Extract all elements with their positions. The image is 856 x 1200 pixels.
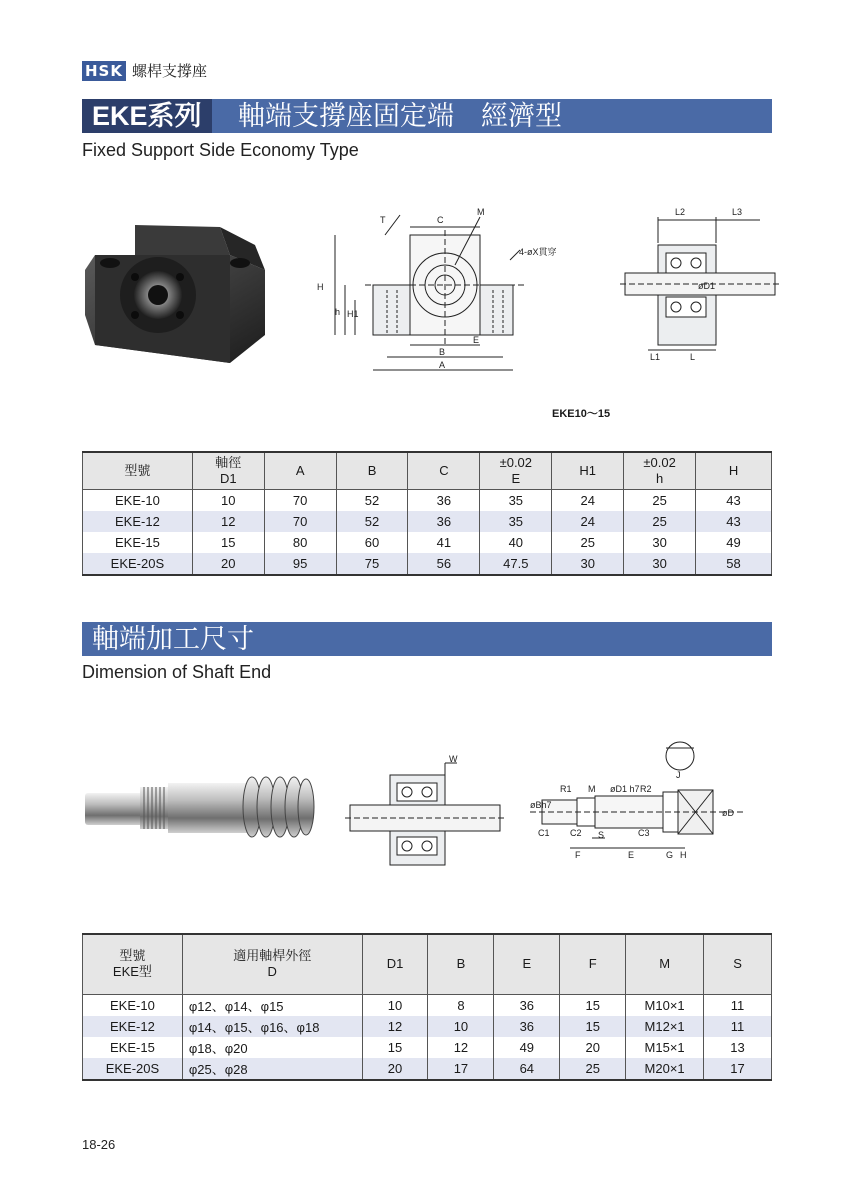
hsk-logo: HSK (82, 61, 126, 81)
cell: 52 (336, 490, 408, 512)
label-d1-h7: øD1 h7 (610, 784, 640, 794)
cell: φ18、φ20 (182, 1037, 362, 1058)
side-section-drawing (620, 205, 780, 365)
col-a: A (264, 452, 336, 490)
cell: 80 (264, 532, 336, 553)
cell: 35 (480, 511, 552, 532)
cell: 43 (696, 490, 772, 512)
label-d: øD (722, 808, 734, 818)
assembly-section-drawing (345, 755, 505, 870)
label-l2: L2 (675, 207, 686, 217)
col-h: H (696, 452, 772, 490)
cell: 12 (362, 1016, 428, 1037)
label-h-small: h (335, 307, 341, 317)
label-r2: R2 (640, 784, 652, 794)
cell: EKE-20S (83, 553, 193, 575)
cell: 49 (494, 1037, 560, 1058)
section2-subtitle: Dimension of Shaft End (82, 662, 272, 682)
col-s: S (704, 934, 772, 994)
cell: 36 (408, 490, 480, 512)
cell: 56 (408, 553, 480, 575)
label-m-shaft: M (588, 784, 596, 794)
cell: 35 (480, 490, 552, 512)
cell: 47.5 (480, 553, 552, 575)
shaft-end-photo (80, 765, 315, 855)
cell: 70 (264, 490, 336, 512)
section2-title: 軸端加工尺寸 (92, 624, 254, 654)
table-row (83, 1037, 772, 1058)
diagram-caption: EKE10～15 (552, 408, 611, 420)
label-w: W (449, 755, 458, 764)
cell: 36 (494, 1016, 560, 1037)
section1-title-bar (82, 99, 772, 133)
table-row (83, 490, 772, 512)
label-f: F (575, 850, 581, 860)
cell: 11 (704, 994, 772, 1016)
cell: EKE-20S (83, 1058, 183, 1080)
cell: 15 (192, 532, 264, 553)
col-e: ±0.02 E (480, 452, 552, 490)
table-row (83, 1016, 772, 1037)
label-b: B (439, 347, 446, 357)
page-number: 18-26 (82, 1137, 116, 1152)
label-c2: C2 (570, 828, 582, 838)
cell: 17 (704, 1058, 772, 1080)
label-c: C (437, 215, 444, 225)
label-c3: C3 (638, 828, 650, 838)
spec-table-1 (82, 451, 772, 576)
spec-table-2 (82, 933, 772, 1081)
cell: 13 (704, 1037, 772, 1058)
label-e: E (473, 335, 480, 345)
cell: 49 (696, 532, 772, 553)
label-r1: R1 (560, 784, 572, 794)
label-j: J (676, 770, 681, 780)
col-d1: D1 (362, 934, 428, 994)
col-e: E (494, 934, 560, 994)
cell: 15 (362, 1037, 428, 1058)
cell: M20×1 (626, 1058, 704, 1080)
table-row (83, 532, 772, 553)
cell: 58 (696, 553, 772, 575)
shaft-dimension-drawing (530, 738, 745, 863)
section1-title: 軸端支撐座固定端 經濟型 (238, 101, 562, 131)
cell: EKE-15 (83, 532, 193, 553)
cell: 30 (624, 532, 696, 553)
label-s: S (598, 830, 605, 840)
col-b: B (336, 452, 408, 490)
cell: 10 (428, 1016, 494, 1037)
front-view-drawing (305, 205, 565, 385)
cell: 10 (362, 994, 428, 1016)
col-f: F (560, 934, 626, 994)
cell: 30 (624, 553, 696, 575)
label-l1: L1 (650, 352, 661, 362)
col-c: C (408, 452, 480, 490)
cell: EKE-12 (83, 511, 193, 532)
cell: 20 (560, 1037, 626, 1058)
cell: 36 (494, 994, 560, 1016)
table-row (83, 1058, 772, 1080)
cell: 15 (560, 1016, 626, 1037)
cell: φ14、φ15、φ16、φ18 (182, 1016, 362, 1037)
cell: M10×1 (626, 994, 704, 1016)
cell: 25 (560, 1058, 626, 1080)
section1-subtitle: Fixed Support Side Economy Type (82, 140, 359, 160)
label-h1: H1 (347, 309, 359, 319)
cell: φ12、φ14、φ15 (182, 994, 362, 1016)
cell: M15×1 (626, 1037, 704, 1058)
cell: 24 (552, 511, 624, 532)
catalog-title: 螺桿支撐座 (131, 63, 207, 80)
label-e-shaft: E (628, 850, 635, 860)
brand-header (82, 60, 207, 81)
label-d1: øD1 (698, 281, 716, 291)
cell: 12 (428, 1037, 494, 1058)
label-l: L (690, 352, 696, 362)
series-name: EKE系列 (82, 99, 212, 133)
cell: EKE-10 (83, 994, 183, 1016)
cell: 8 (428, 994, 494, 1016)
cell: 70 (264, 511, 336, 532)
cell: 41 (408, 532, 480, 553)
col-d1: 軸徑 D1 (192, 452, 264, 490)
col-model: 型號 (83, 452, 193, 490)
label-c1: C1 (538, 828, 550, 838)
cell: EKE-15 (83, 1037, 183, 1058)
table-row (83, 994, 772, 1016)
cell: 25 (624, 511, 696, 532)
cell: 25 (552, 532, 624, 553)
cell: 52 (336, 511, 408, 532)
support-block-photo (80, 215, 270, 365)
cell: 30 (552, 553, 624, 575)
label-h-total: H (317, 282, 324, 292)
col-model: 型號 EKE型 (83, 934, 183, 994)
cell: φ25、φ28 (182, 1058, 362, 1080)
cell: 17 (428, 1058, 494, 1080)
cell: 75 (336, 553, 408, 575)
cell: 12 (192, 511, 264, 532)
cell: EKE-10 (83, 490, 193, 512)
label-h-shaft: H (680, 850, 687, 860)
cell: 10 (192, 490, 264, 512)
section2-title-bar (82, 622, 772, 656)
cell: 20 (192, 553, 264, 575)
col-h1: H1 (552, 452, 624, 490)
label-b-h7: øBh7 (530, 800, 552, 810)
label-g: G (666, 850, 674, 860)
cell: 11 (704, 1016, 772, 1037)
cell: 25 (624, 490, 696, 512)
table-row (83, 553, 772, 575)
cell: EKE-12 (83, 1016, 183, 1037)
cell: 24 (552, 490, 624, 512)
col-b: B (428, 934, 494, 994)
table-row (83, 511, 772, 532)
cell: 60 (336, 532, 408, 553)
col-h-small: ±0.02 h (624, 452, 696, 490)
label-holes: 4-øX貫穿 (519, 247, 557, 257)
cell: M12×1 (626, 1016, 704, 1037)
label-l3: L3 (732, 207, 743, 217)
cell: 43 (696, 511, 772, 532)
cell: 64 (494, 1058, 560, 1080)
cell: 95 (264, 553, 336, 575)
col-m: M (626, 934, 704, 994)
cell: 36 (408, 511, 480, 532)
col-shaft-diameter: 適用軸桿外徑 D (182, 934, 362, 994)
cell: 20 (362, 1058, 428, 1080)
label-m: M (477, 207, 485, 217)
cell: 40 (480, 532, 552, 553)
label-t: T (380, 215, 386, 225)
cell: 15 (560, 994, 626, 1016)
label-a: A (439, 360, 446, 370)
